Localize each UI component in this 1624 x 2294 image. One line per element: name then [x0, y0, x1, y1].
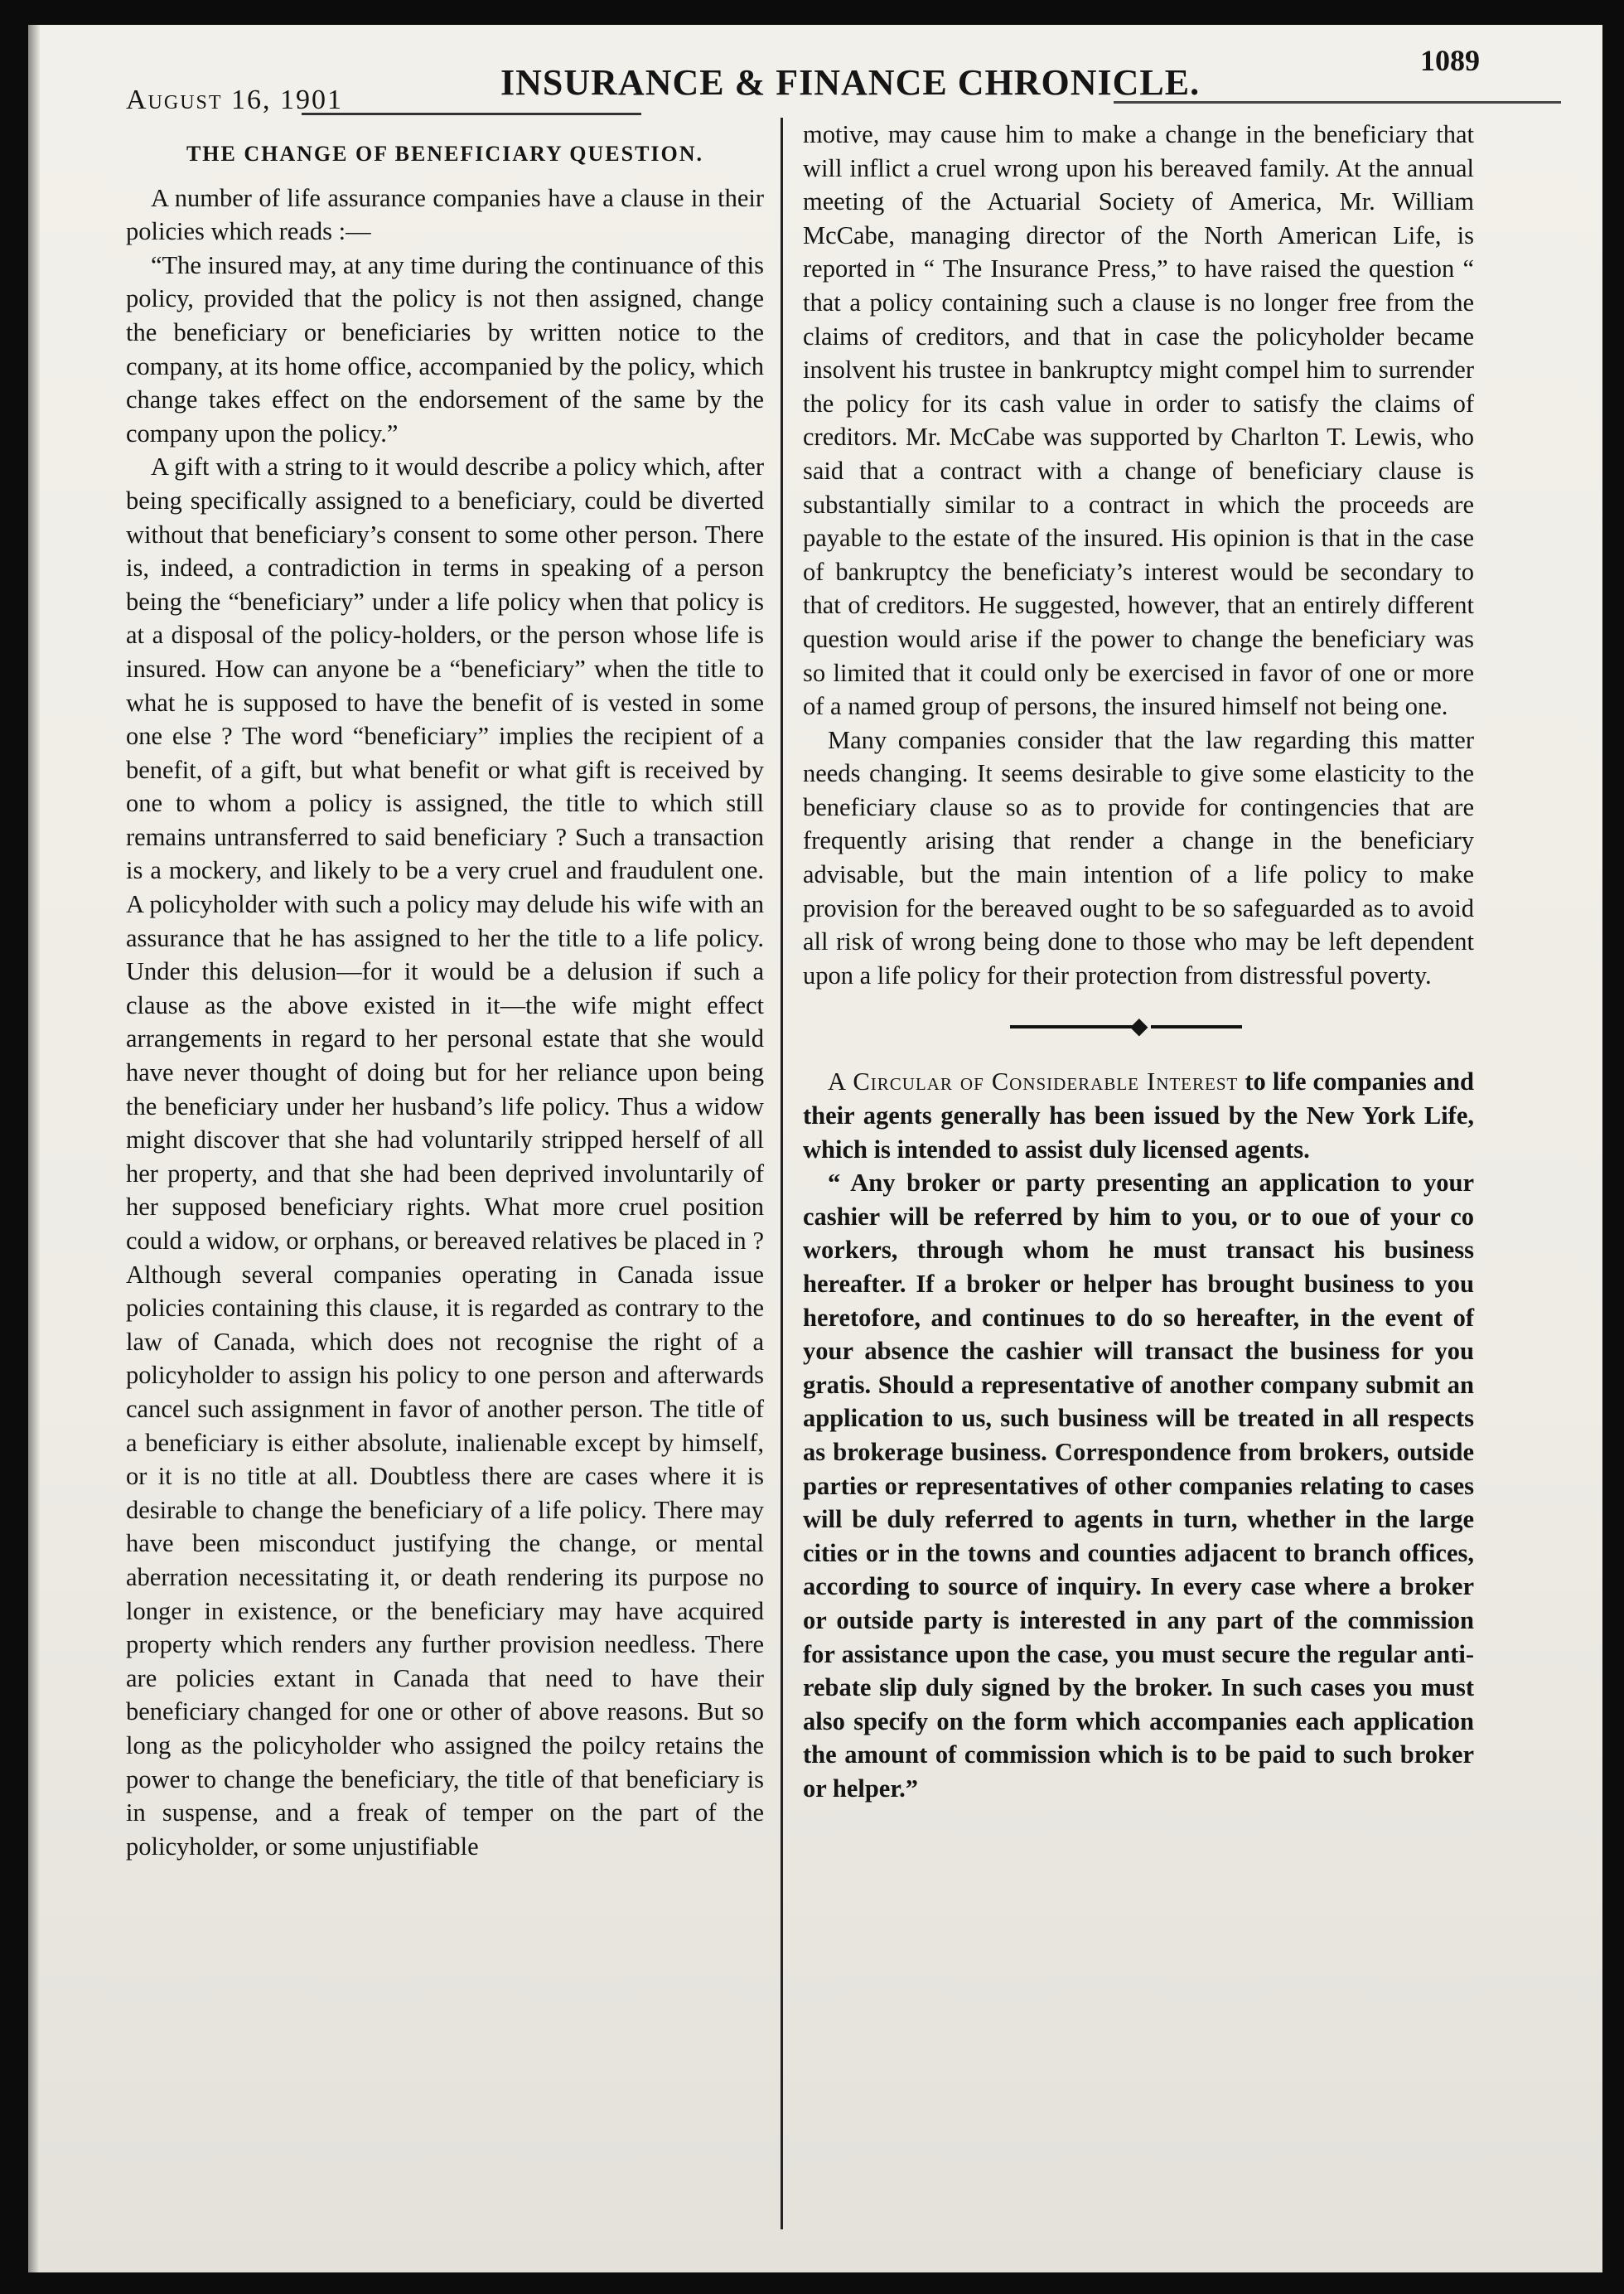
article-paragraph: A gift with a string to it would describe a policy which, after being specifically assigned to a beneficiary, could be diverted without that beneficiary’s consent to some other person. There is, indeed, a contradiction in terms in speaking of a person being the “beneficiary” under a life policy when that policy is at a disposal of the policy-holders, or the person whose life is insured. How can anyone be a “beneficiary” when the title to what he is supposed to have the benefit of is vested in some one else ? The word “beneficiary” implies the recipient of a benefit, of a gift, but what benefit or what gift is received by one to whom a policy is assigned, the title to which still remains untransferred to said beneficiary ? Such a transaction is a mockery, and likely to be a very cruel and fraudulent one. A policyholder with such a policy may delude his wife with an assurance that he has assigned to her the title to a life policy. Under this delusion—for it would be a delusion if such a clause as the above existed in it—the wife might effect arrangements in regard to her personal estate that she would have never thought of doing but for her reliance upon being the beneficiary under her husband’s life policy. Thus a widow might discover that she had voluntarily stripped herself of all her property, and that she had been deprived involuntarily of her supposed beneficiary rights. What more cruel position could a widow, or orphans, or bereaved relatives be placed in ? Although several companies operating in Canada issue policies containing this clause, it is regarded as contrary to the law of Canada, which does not recognise the right of a policyholder to assign his policy to one person and afterwards cancel such assignment in favor of another person. The title of a beneficiary is either absolute, inalienable except by himself, or it is no title at all. Doubtless there are cases where it is desirable to change the beneficiary of a life policy. There may have been misconduct justifying the change, or mental aberration necessitating it, or death rendering its purpose no longer in existence, or the beneficiary may have acquired property which renders any further provision needless. There are policies extant in Canada that need to have their beneficiary changed for one or other of above reasons. But so long as the policyholder who assigned the poilcy retains the power to change the beneficiary, the title of that beneficiary is in suspense, and a freak of temper on the part of the policyholder, or some unjustifiable: [126, 453, 764, 1861]
section-separator: [803, 1010, 1474, 1043]
page-edge-shadow: [28, 25, 40, 2272]
column-divider: [781, 118, 783, 2229]
article-paragraph: A number of life assurance companies have a clause in their policies which reads :—: [126, 183, 764, 246]
separator-ornament: ◆: [1130, 1014, 1148, 1040]
article-paragraph: motive, may cause him to make a change in the beneficiary that will inflict a cruel wrong upon his bereaved family. At the annual meeting of the Actuarial Society of America, Mr. William McCabe, managing director of the North American Life, is reported in “ The Insurance Press,” to have raised the question “ that a policy containing such a clause is no longer free from the claims of creditors, and that in case the policyholder became insolvent his trustee in bankruptcy might compel him to surrender the policy for its cash value in order to satisfy the claims of creditors. Mr. McCabe was supported by Charlton T. Lewis, who said that a contract with a change of beneficiary clause is substantially similar to a contract in which the proceeds are payable to the estate of the insured. His opinion is that in the case of bankruptcy the beneficiaty’s interest would be secondary to that of creditors. He suggested, however, that an entirely different question would arise if the power to change the beneficiary was so limited that it could only be exercised in favor of one or more of a named group of persons, the insured himself not being one.: [803, 120, 1474, 721]
separator-line: [1151, 1025, 1242, 1028]
newspaper-page: [28, 25, 1602, 2272]
header-rule-right: [1114, 101, 1561, 104]
issue-date: August 16, 1901: [126, 85, 344, 115]
left-column: [126, 138, 764, 1863]
separator-line: [1010, 1025, 1134, 1028]
article-quote: “The insured may, at any time during the continuance of this policy, provided that the policy is not then assigned, change the beneficiary or beneficiaries by written notice to the company, at its home office, accompanied by the policy, which change takes effect on the endorsement of the same by the company upon the policy.”: [126, 250, 764, 448]
header-rule-left: [302, 113, 641, 115]
circular-intro: [803, 1065, 1474, 1166]
page-number: 1089: [1420, 44, 1480, 77]
article-heading: THE CHANGE OF BENEFICIARY QUESTION.: [186, 142, 704, 166]
right-column: [803, 118, 1474, 1806]
publication-title: INSURANCE & FINANCE CHRONICLE.: [500, 62, 1201, 103]
circular-lead: A Circular of Considerable Interest: [828, 1067, 1239, 1096]
circular-intro-text: to life companies and their agents generally has been issued by the New York Life, which is intended to assist duly licensed agents.: [803, 1067, 1474, 1164]
circular-quote: “ Any broker or party presenting an application to your cashier will be referred by him to you, or to oue of your co workers, through whom he must transact his business hereafter. If a broker or helper has brought business to you heretofore, and continues to do so hereafter, in the event of your absence the cashier will transact the business for you gratis. Should a representative of another company submit an application to us, such business will be treated in all respects as brokerage business. Correspondence from brokers, outside parties or representatives of other companies relating to cases will be duly referred to agents in turn, whether in the large cities or in the towns and counties adjacent to branch offices, according to source of inquiry. In every case where a broker or outside party is interested in any part of the commission for assistance upon the case, you must secure the regular anti-rebate slip duly signed by the broker. In such cases you must also specify on the form which accompanies each application the amount of commission which is to be paid to such broker or helper.”: [803, 1169, 1474, 1803]
article-paragraph: Many companies consider that the law regarding this matter needs changing. It seems desirable to give some elasticity to the beneficiary clause so as to provide for contingencies that are frequently arising that render a change in the beneficiary advisable, but the main intention of a life policy to make provision for the bereaved ought to be so safeguarded as to avoid all risk of wrong being done to those who may be left dependent upon a life policy for their protection from distressful poverty.: [803, 725, 1474, 990]
page-header: [86, 36, 1561, 119]
